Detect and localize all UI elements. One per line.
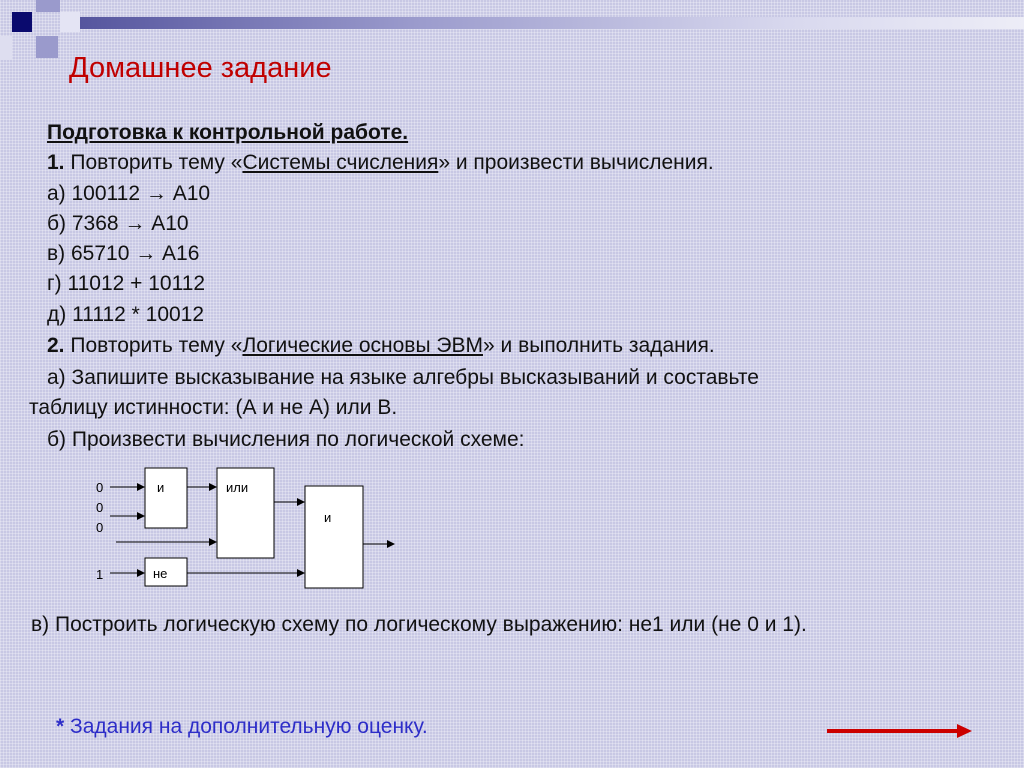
decor-square bbox=[12, 12, 32, 32]
gate-and-2-label: и bbox=[324, 510, 332, 525]
task1-item-e: д) 11112 * 10012 bbox=[47, 303, 205, 326]
task1-suffix: » и произвести вычисления. bbox=[438, 151, 714, 174]
section-heading: Подготовка к контрольной работе. bbox=[47, 121, 409, 144]
task2-line bbox=[47, 334, 715, 358]
task1-prefix: Повторить тему « bbox=[64, 151, 243, 174]
task2-prefix: Повторить тему « bbox=[64, 334, 243, 357]
gate-and-1-label: и bbox=[157, 480, 165, 495]
decor-square bbox=[0, 36, 12, 60]
task2-suffix: » и выполнить задания. bbox=[482, 334, 715, 357]
gate-not-label: не bbox=[153, 566, 168, 581]
task2-number: 2. bbox=[47, 334, 65, 357]
input-label-3: 0 bbox=[96, 520, 104, 535]
decor-square bbox=[36, 36, 58, 58]
task1-item-d: г) 11012 + 10112 bbox=[47, 272, 206, 295]
gate-and-2 bbox=[305, 486, 363, 588]
input-label-4: 1 bbox=[96, 567, 104, 582]
decor-square bbox=[36, 0, 60, 12]
input-label-1: 0 bbox=[96, 480, 104, 495]
task2-a-line2: таблицу истинности: (А и не А) или В. bbox=[29, 396, 398, 419]
task2-c: в) Построить логическую схему по логическому выражению: не1 или (не 0 и 1). bbox=[31, 613, 807, 636]
task2-b: б) Произвести вычисления по логической схеме: bbox=[47, 428, 525, 451]
task1-number: 1. bbox=[47, 151, 65, 174]
decor-square bbox=[60, 12, 80, 32]
gate-and-1 bbox=[145, 468, 187, 528]
task1-item-a: а) 100112 → А10 bbox=[47, 182, 211, 205]
footnote-star: * bbox=[56, 715, 65, 738]
task1-topic: Системы счисления bbox=[242, 151, 439, 174]
logic-diagram bbox=[88, 462, 408, 592]
task1-item-b: б) 7368 → А10 bbox=[47, 212, 189, 235]
task1-item-c: в) 65710 → А16 bbox=[47, 242, 200, 265]
task2-a-line1: а) Запишите высказывание на языке алгебры высказываний и составьте bbox=[47, 366, 759, 389]
input-label-2: 0 bbox=[96, 500, 104, 515]
gate-or-label: или bbox=[226, 480, 249, 495]
next-slide-arrow-icon[interactable] bbox=[825, 722, 975, 740]
footnote-text: Задания на дополнительную оценку. bbox=[64, 715, 428, 738]
footnote bbox=[56, 715, 428, 739]
header-bar bbox=[80, 17, 1024, 29]
slide-title: Домашнее задание bbox=[69, 52, 332, 84]
task2-topic: Логические основы ЭВМ bbox=[242, 334, 483, 357]
task1-line bbox=[47, 151, 714, 175]
